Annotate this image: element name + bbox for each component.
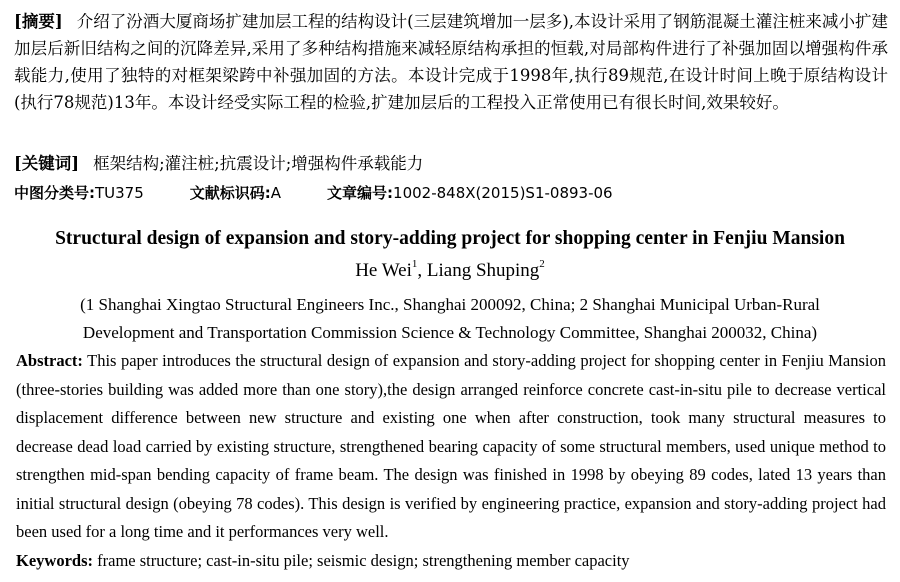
english-authors (0, 258, 900, 282)
chinese-abstract-text: 介绍了汾酒大厦商场扩建加层工程的结构设计(三层建筑增加一层多),本设计采用了钢筋混凝土灌注桩来减小扩建加层后新旧结构之间的沉降差异,采用了多种结构措施来减轻原结构承担的恒载,对局部构件进行了补强加固以增强构件承载能力,使用了独特的对框架梁跨中补强加固的方法。本设计完成于1998年,执行89规范,在设计时间上晚于原结构设计(执行78规范)13年。本设计经受实际工程的检验,扩建加层后的工程投入正常使用已有很长时间,效果较好。 (14, 12, 888, 112)
doc-code-label: 文献标识码: (189, 184, 271, 202)
author-1: He Wei (355, 260, 412, 281)
author-2-affiliation-mark: 2 (539, 258, 545, 270)
english-abstract-text: This paper introduces the structural design of expansion and story-adding project for shopping center in Fenjiu Mansion (three-stories building was added more than one story),the design arranged reinforce concrete cast-in-situ pile to decrease vertical displacement difference between new structure and existing one when after construction, took many structural measures to decrease dead load carried by existing structure, strengthened bearing capacity of some structural members, used unique method to strengthen mid-span bending capacity of frame beam. The design was finished in 1998 by obeying 89 codes, lated 13 years than initial structural design (obeying 78 codes). This design is verified by engineering practice, expansion and story-adding project had been used for a long time and it performances very well. (16, 351, 887, 541)
english-keywords-label: Keywords: (16, 551, 93, 570)
chinese-keywords-text: 框架结构;灌注桩;抗震设计;增强构件承载能力 (93, 154, 424, 173)
english-keywords (16, 547, 886, 575)
classification-label: 中图分类号: (14, 184, 95, 202)
english-title: Structural design of expansion and story-adding project for shopping center in Fenjiu Mansion (55, 228, 845, 249)
author-2: Liang Shuping (426, 260, 540, 281)
classification-value: TU375 (95, 184, 144, 202)
chinese-keywords (14, 152, 888, 176)
chinese-abstract-label: [摘要] (14, 12, 63, 31)
author-1-affiliation-mark: 1 (411, 258, 418, 270)
article-no-label: 文章编号: (327, 184, 394, 202)
chinese-metadata (14, 180, 888, 206)
doc-code-value: A (270, 184, 282, 202)
chinese-keywords-label: [关键词] (14, 154, 80, 173)
chinese-abstract (14, 8, 888, 116)
author-separator: , (417, 260, 427, 281)
english-affiliations: (1 Shanghai Xingtao Structural Engineers Inc., Shanghai 200092, China; 2 Shanghai Municipal Urban-Rural Development and Transportation Commission Science & Technology Committee, Shanghai 200032, China) (80, 295, 820, 342)
article-no-value: 1002-848X(2015)S1-0893-06 (393, 184, 613, 202)
english-keywords-text: frame structure; cast-in-situ pile; seismic design; strengthening member capacity (97, 551, 630, 570)
english-abstract-label: Abstract: (16, 351, 83, 370)
english-abstract (16, 347, 886, 547)
